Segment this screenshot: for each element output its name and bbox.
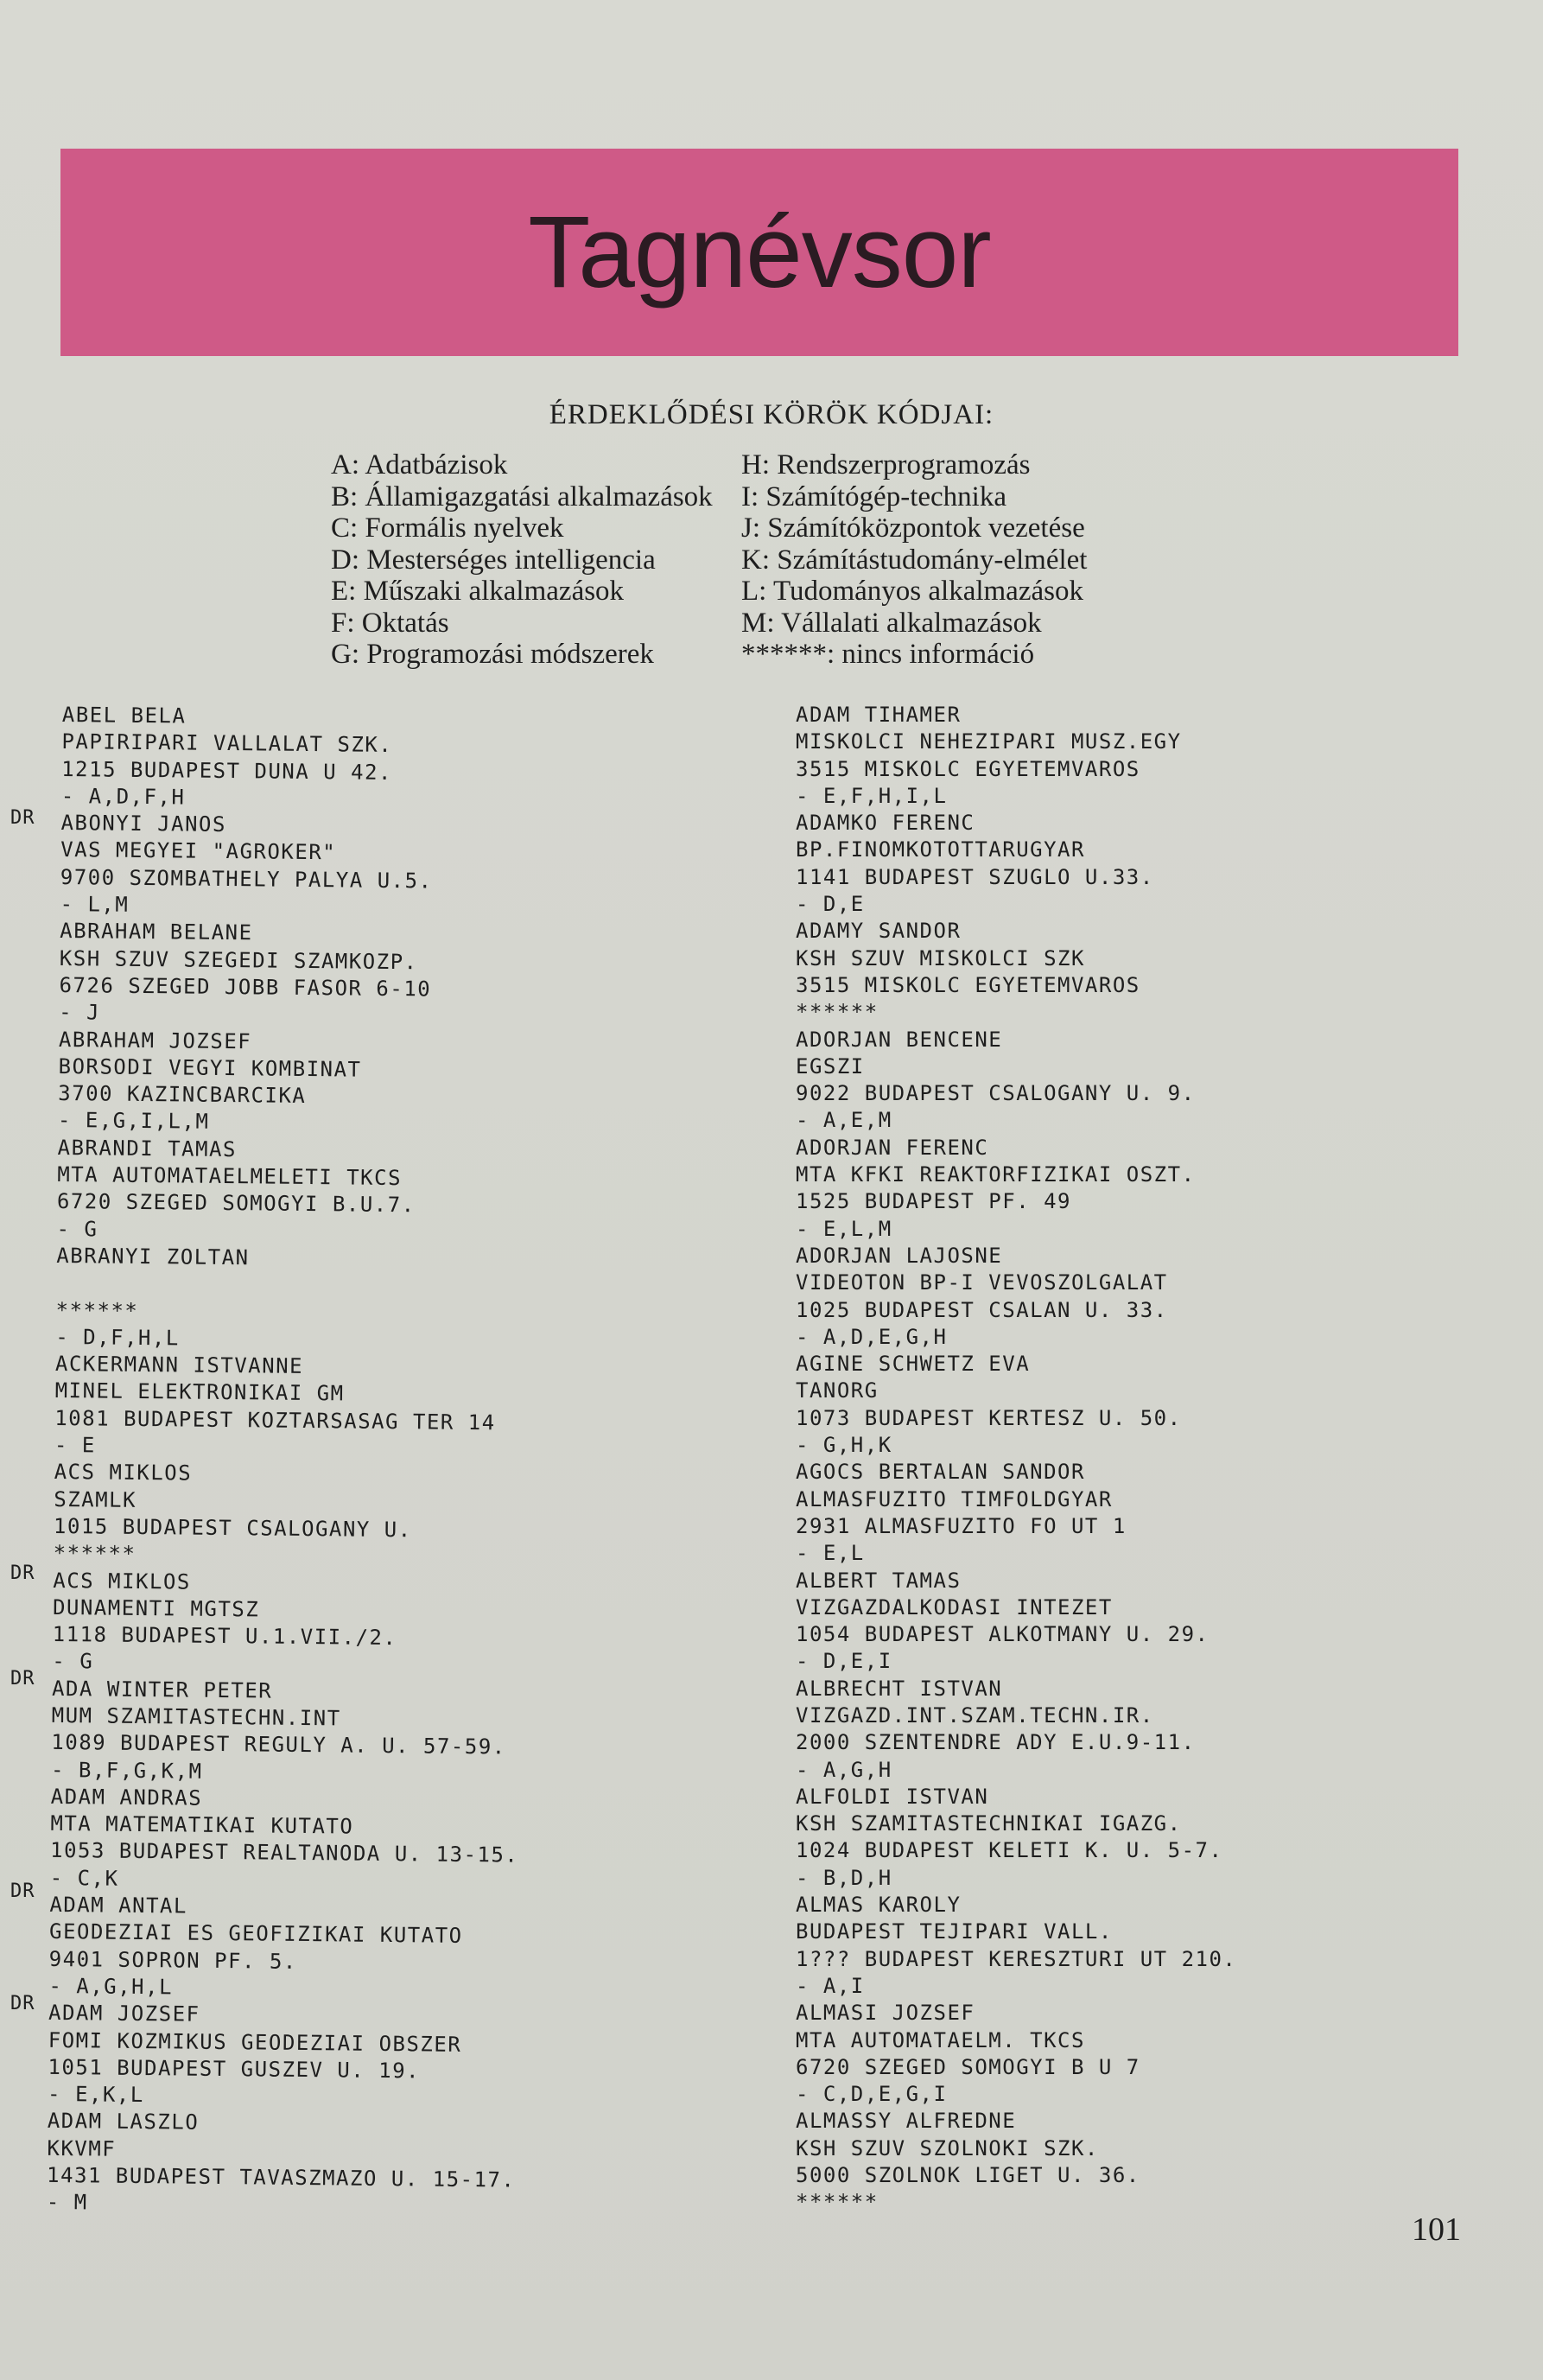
code-item: C: Formális nyelvek: [331, 512, 564, 544]
member-entry-line: ADAM ANDRAS: [50, 1784, 203, 1810]
member-entry-line: KSH SZUV SZEGEDI SZAMKOZP.: [59, 945, 418, 974]
code-item: D: Mesterséges intelligencia: [331, 544, 656, 576]
member-entry-line: ALMASFUZITO TIMFOLDGYAR: [796, 1486, 1113, 1511]
member-entry-line: 1118 BUDAPEST U.1.VII./2.: [52, 1622, 397, 1651]
member-entry-line: - A,I: [796, 1973, 865, 1998]
member-entry-line: 1141 BUDAPEST SZUGLO U.33.: [796, 864, 1154, 889]
member-entry-line: SZAMLK: [54, 1486, 137, 1512]
member-entry-line: ******: [796, 1000, 879, 1025]
member-entry-line: KSH SZAMITASTECHNIKAI IGAZG.: [796, 1811, 1182, 1836]
member-entry-line: ABEL BELA: [61, 702, 187, 729]
member-entry-line: ******: [55, 1297, 139, 1323]
member-entry-line: ADORJAN LAJOSNE: [796, 1243, 1003, 1268]
member-entry-line: 9700 SZOMBATHELY PALYA U.5.: [60, 864, 433, 894]
member-entry-line: AGOCS BERTALAN SANDOR: [796, 1460, 1085, 1485]
member-entry-line: - E,L: [796, 1541, 865, 1566]
member-entry-line: KSH SZUV MISKOLCI SZK: [796, 945, 1085, 970]
member-entry-line: - L,M: [60, 892, 130, 917]
member-entry-line: - E: [54, 1432, 96, 1458]
member-entry-line: TANORG: [796, 1378, 879, 1403]
code-item: H: Rendszerprogramozás: [741, 449, 1031, 480]
code-item: E: Műszaki alkalmazások: [331, 576, 625, 607]
page-title: Tagnévsor: [528, 195, 991, 309]
member-entry-line: ALBRECHT ISTVAN: [796, 1676, 1003, 1701]
member-entry-line: KSH SZUV SZOLNOKI SZK.: [796, 2135, 1099, 2160]
member-entry-line: - E,F,H,I,L: [796, 783, 948, 808]
member-entry-line: MTA KFKI REAKTORFIZIKAI OSZT.: [796, 1162, 1196, 1187]
member-entry-line: BP.FINOMKOTOTTARUGYAR: [796, 837, 1085, 862]
member-entry-line: ABRANYI ZOLTAN: [56, 1243, 250, 1270]
member-entry-line: MTA AUTOMATAELMELETI TKCS: [57, 1162, 403, 1191]
member-entry-line: MUM SZAMITASTECHN.INT: [51, 1702, 341, 1731]
member-entry-line: KKVMF: [47, 2135, 117, 2161]
member-entry-line: ABRANDI TAMAS: [57, 1135, 238, 1161]
member-entry-line: VAS MEGYEI "AGROKER": [60, 837, 337, 865]
code-item: I: Számítógép-technika: [741, 480, 1006, 512]
member-entry-line: 1215 BUDAPEST DUNA U 42.: [61, 756, 393, 785]
member-entry-line: - A,G,H: [796, 1757, 892, 1782]
member-entry-line: 1015 BUDAPEST CSALOGANY U.: [53, 1513, 412, 1543]
member-entry-line: - D,F,H,L: [55, 1324, 180, 1351]
dr-label: DR: [10, 1880, 35, 1902]
member-entry-line: 9022 BUDAPEST CSALOGANY U. 9.: [796, 1081, 1196, 1106]
member-entry-line: - J: [59, 1000, 101, 1025]
member-entry-line: MTA AUTOMATAELM. TKCS: [796, 2027, 1085, 2052]
member-entry-line: ADAM ANTAL: [49, 1892, 188, 1919]
member-entry-line: PAPIRIPARI VALLALAT SZK.: [61, 729, 393, 758]
member-entry-line: - A,E,M: [796, 1108, 892, 1133]
member-entry-line: EGSZI: [796, 1053, 865, 1079]
member-entry-line: ADORJAN BENCENE: [796, 1027, 1003, 1052]
member-entry-line: 6720 SZEGED SOMOGYI B U 7: [796, 2054, 1140, 2079]
member-entry-line: 1025 BUDAPEST CSALAN U. 33.: [796, 1297, 1168, 1322]
member-entry-line: ALFOLDI ISTVAN: [796, 1784, 989, 1809]
member-entry-line: ADA WINTER PETER: [51, 1676, 273, 1703]
member-entry-line: ADAMY SANDOR: [796, 919, 962, 944]
member-entry-line: ADAM JOZSEF: [48, 2001, 200, 2027]
member-entry-line: - E,G,I,L,M: [57, 1108, 210, 1135]
member-entry-line: MTA MATEMATIKAI KUTATO: [50, 1811, 354, 1839]
member-entry-line: VIZGAZD.INT.SZAM.TECHN.IR.: [796, 1702, 1154, 1728]
member-entry-line: BUDAPEST TEJIPARI VALL.: [796, 1919, 1113, 1944]
member-entry-line: MINEL ELEKTRONIKAI GM: [54, 1378, 345, 1406]
member-entry-line: 1525 BUDAPEST PF. 49: [796, 1189, 1071, 1214]
member-entry-line: ACKERMANN ISTVANNE: [54, 1352, 304, 1379]
member-entry-line: 1081 BUDAPEST KOZTARSASAG TER 14: [54, 1405, 496, 1435]
member-entry-line: 3700 KAZINCBARCIKA: [58, 1081, 307, 1109]
member-entry-line: ******: [53, 1541, 137, 1567]
member-entry-line: DUNAMENTI MGTSZ: [52, 1594, 260, 1622]
member-entry-line: ADAMKO FERENC: [796, 811, 975, 836]
dr-label: DR: [10, 1562, 35, 1584]
member-entry-line: ACS MIKLOS: [54, 1460, 193, 1486]
code-item: F: Oktatás: [331, 607, 449, 639]
page-number: 101: [1412, 2211, 1461, 2248]
dr-label: DR: [10, 807, 35, 829]
member-entry-line: ABONYI JANOS: [60, 811, 227, 837]
member-entry-line: ******: [796, 2190, 879, 2215]
member-entry-line: - G: [52, 1649, 94, 1674]
member-entry-line: 1073 BUDAPEST KERTESZ U. 50.: [796, 1405, 1182, 1430]
member-list-right: [796, 702, 1236, 2217]
member-entry-line: GEODEZIAI ES GEOFIZIKAI KUTATO: [48, 1919, 463, 1949]
member-entry-line: ADAM TIHAMER: [796, 703, 962, 727]
member-entry-line: MISKOLCI NEHEZIPARI MUSZ.EGY: [796, 729, 1182, 754]
code-item: G: Programozási módszerek: [331, 639, 654, 670]
dr-label: DR: [10, 1668, 35, 1690]
member-entry-line: 1089 BUDAPEST REGULY A. U. 57-59.: [51, 1730, 506, 1760]
member-entry-line: 9401 SOPRON PF. 5.: [48, 1946, 297, 1974]
member-entry-line: 5000 SZOLNOK LIGET U. 36.: [796, 2163, 1140, 2188]
member-entry-line: BORSODI VEGYI KOMBINAT: [58, 1053, 362, 1082]
member-entry-line: 1024 BUDAPEST KELETI K. U. 5-7.: [796, 1838, 1223, 1863]
member-entry-line: 1054 BUDAPEST ALKOTMANY U. 29.: [796, 1622, 1210, 1647]
member-entry-line: 3515 MISKOLC EGYETEMVAROS: [796, 972, 1140, 997]
member-entry-line: 6726 SZEGED JOBB FASOR 6-10: [59, 972, 432, 1002]
code-item: L: Tudományos alkalmazások: [741, 576, 1083, 607]
member-entry-line: 1??? BUDAPEST KERESZTURI UT 210.: [796, 1946, 1237, 1971]
member-entry-line: FOMI KOZMIKUS GEODEZIAI OBSZER: [48, 2027, 462, 2057]
member-entry-line: ALMAS KAROLY: [796, 1893, 962, 1918]
member-entry-line: - G: [56, 1216, 98, 1242]
dr-label: DR: [10, 1993, 35, 2014]
member-entry-line: 2931 ALMASFUZITO FO UT 1: [796, 1513, 1127, 1538]
member-entry-line: 3515 MISKOLC EGYETEMVAROS: [796, 756, 1140, 781]
code-item: A: Adatbázisok: [331, 449, 508, 480]
member-list-left: [47, 702, 531, 2221]
member-entry-line: - B,D,H: [796, 1865, 892, 1890]
codes-legend-right: [741, 449, 1087, 671]
member-entry-line: VIZGAZDALKODASI INTEZET: [796, 1594, 1113, 1620]
member-entry-line: 6720 SZEGED SOMOGYI B.U.7.: [56, 1189, 416, 1218]
member-entry-line: VIDEOTON BP-I VEVOSZOLGALAT: [796, 1270, 1168, 1295]
member-entry-line: - M: [46, 2190, 88, 2215]
code-item: ******: nincs információ: [741, 639, 1035, 670]
member-entry-line: 2000 SZENTENDRE ADY E.U.9-11.: [796, 1730, 1196, 1755]
member-entry-line: AGINE SCHWETZ EVA: [796, 1352, 1031, 1377]
member-entry-line: - E,K,L: [47, 2082, 144, 2108]
member-entry-line: ALBERT TAMAS: [796, 1568, 962, 1593]
codes-heading: ÉRDEKLŐDÉSI KÖRÖK KÓDJAI:: [549, 399, 994, 430]
member-entry-line: - B,F,G,K,M: [50, 1757, 203, 1784]
code-item: B: Államigazgatási alkalmazások: [331, 480, 713, 512]
member-entry-line: ACS MIKLOS: [53, 1568, 191, 1594]
member-entry-line: ADORJAN FERENC: [796, 1135, 989, 1160]
member-entry-line: - C,K: [49, 1865, 119, 1891]
codes-legend-left: [331, 449, 713, 671]
code-item: M: Vállalati alkalmazások: [741, 607, 1042, 639]
member-entry-line: - G,H,K: [796, 1433, 892, 1458]
member-entry-line: ABRAHAM JOZSEF: [58, 1027, 252, 1053]
code-item: K: Számítástudomány-elmélet: [741, 544, 1088, 576]
member-entry-line: - A,D,F,H: [60, 783, 186, 810]
member-entry-line: 1431 BUDAPEST TAVASZMAZO U. 15-17.: [46, 2162, 516, 2192]
code-item: J: Számítóközpontok vezetése: [741, 512, 1085, 544]
member-entry-line: ALMASSY ALFREDNE: [796, 2109, 1017, 2134]
member-entry-line: - C,D,E,G,I: [796, 2082, 948, 2107]
member-entry-line: - E,L,M: [796, 1216, 892, 1241]
member-entry-line: ALMASI JOZSEF: [796, 2001, 975, 2026]
member-entry-line: ADAM LASZLO: [47, 2109, 200, 2135]
member-entry-line: - D,E: [796, 892, 865, 917]
member-entry-line: ABRAHAM BELANE: [60, 919, 253, 945]
member-entry-line: 1051 BUDAPEST GUSZEV U. 19.: [48, 2054, 421, 2084]
member-entry-line: - A,D,E,G,H: [796, 1324, 948, 1349]
member-entry-line: 1053 BUDAPEST REALTANODA U. 13-15.: [49, 1838, 519, 1868]
member-entry-line: - D,E,I: [796, 1649, 892, 1674]
title-band: [60, 149, 1458, 356]
member-entry-line: - A,G,H,L: [48, 1973, 174, 2000]
